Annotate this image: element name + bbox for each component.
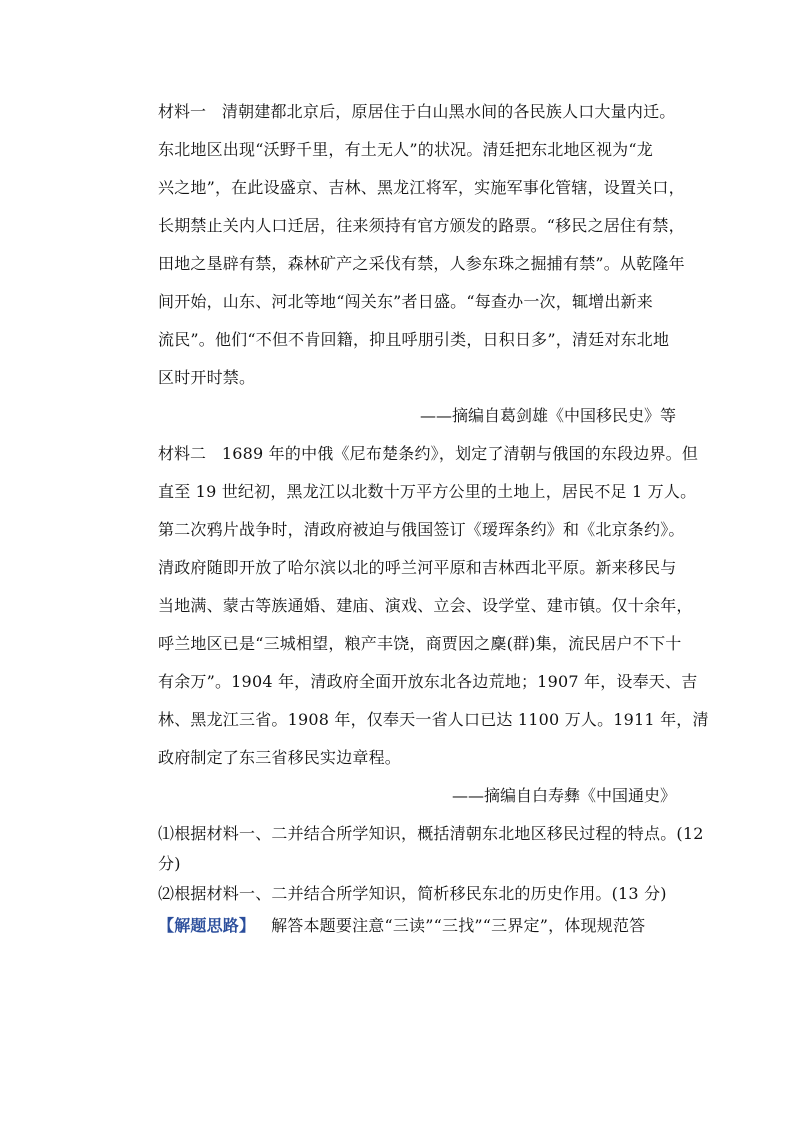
question-1-line-2: 分): [158, 854, 181, 873]
question-2: ⑵根据材料一、二并结合所学知识，简析移民东北的历史作用。(13 分): [158, 884, 667, 903]
material2-line-2: 直至 19 世纪初，黑龙江以北数十万平方公里的土地上，居民不足 1 万人。: [158, 482, 697, 501]
material1-text-1: 清朝建都北京后，原居住于白山黑水间的各民族人口大量内迁。: [221, 102, 676, 121]
material1-source: ——摘编自葛剑雄《中国移民史》等: [419, 406, 676, 425]
material1-line-4: 长期禁止关内人口迁居，往来须持有官方颁发的路票。“移民之居住有禁，: [158, 216, 685, 235]
material2-line-8: 林、黑龙江三省。1908 年，仅奉天一省人口已达 1100 万人。1911 年，清: [158, 710, 709, 729]
material1-line-2: 东北地区出现“沃野千里，有土无人”的状况。清廷把东北地区视为“龙: [158, 140, 653, 159]
hint-line: [158, 915, 678, 937]
material2-line-7: 有余万”。1904 年，清政府全面开放东北各边荒地；1907 年，设奉天、吉: [158, 672, 698, 691]
material1-line-1: [158, 101, 678, 123]
question-1-line-1: ⑴根据材料一、二并结合所学知识，概括清朝东北地区移民过程的特点。(12: [158, 824, 704, 843]
material2-text-1: 1689 年的中俄《尼布楚条约》，划定了清朝与俄国的东段边界。但: [221, 444, 699, 463]
material1-line-5: 田地之垦辟有禁，森林矿产之采伐有禁，人参东珠之掘捕有禁”。从乾隆年: [158, 254, 685, 273]
material1-line-6: 间开始，山东、河北等地“闯关东”者日盛。“每查办一次，辄增出新来: [158, 292, 653, 311]
material2-line-6: 呼兰地区已是“三城相望，粮产丰饶，商贾因之麇(群)集，流民居户不下十: [158, 634, 682, 653]
material2-line-4: 清政府随即开放了哈尔滨以北的呼兰河平原和吉林西北平原。新来移民与: [158, 558, 677, 577]
material2-label: 材料二: [158, 444, 207, 463]
material1-line-3: 兴之地”，在此设盛京、吉林、黑龙江将军，实施军事化管辖，设置关口，: [158, 178, 685, 197]
material2-line-3: 第二次鸦片战争时，清政府被迫与俄国签订《瑷珲条约》和《北京条约》。: [158, 520, 685, 539]
hint-text: 解答本题要注意“三读”“三找”“三界定”，体现规范答: [271, 916, 646, 935]
material2-line-1: [158, 443, 699, 465]
material2-source: ——摘编自白寿彝《中国通史》: [451, 786, 676, 805]
material1-line-8: 区时开时禁。: [158, 368, 256, 387]
material1-label: 材料一: [158, 102, 207, 121]
material1-line-7: 流民”。他们“不但不肯回籍，抑且呼朋引类，日积日多”，清廷对东北地: [158, 330, 670, 349]
material2-line-5: 当地满、蒙古等族通婚、建庙、演戏、立会、设学堂、建市镇。仅十余年，: [158, 596, 693, 615]
material2-line-9: 政府制定了东三省移民实边章程。: [158, 748, 402, 767]
hint-label: 【解题思路】: [158, 916, 256, 935]
